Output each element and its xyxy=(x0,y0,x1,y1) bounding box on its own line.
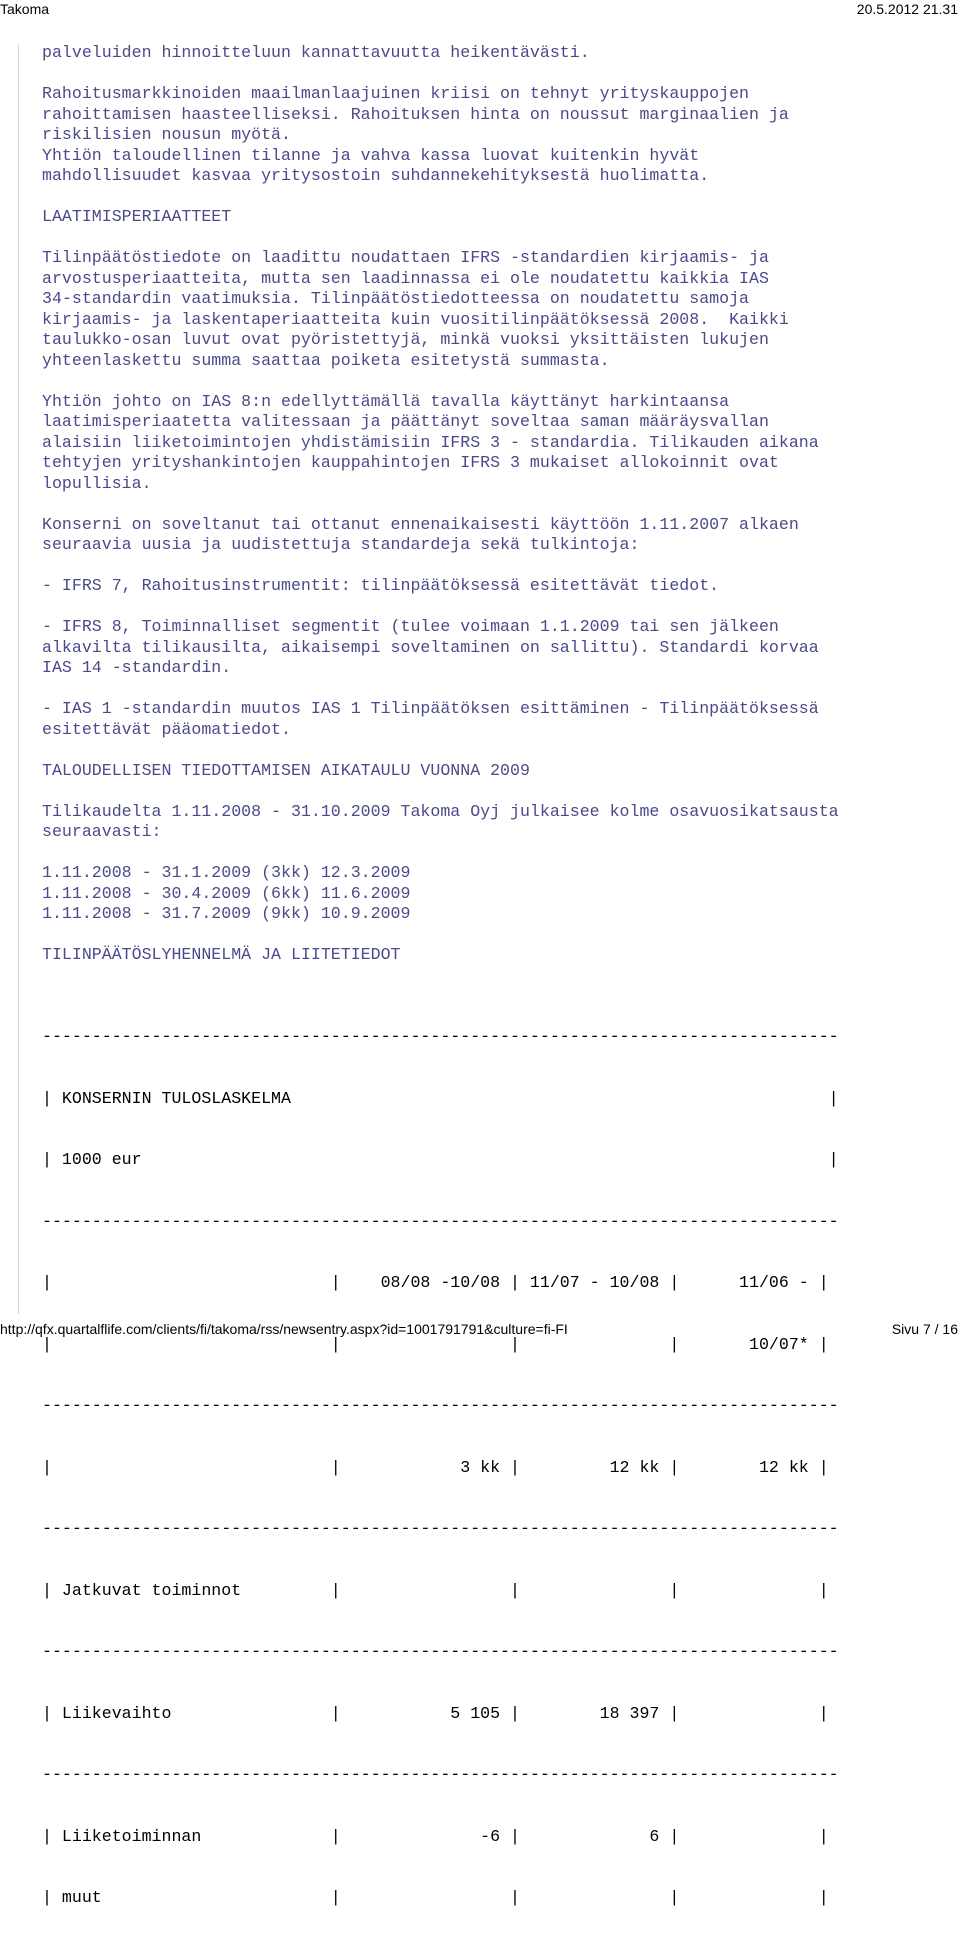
table-line: | | 08/08 -10/08 | 11/07 - 10/08 | 11/06 - | xyxy=(42,1273,829,1292)
table-line: | Jatkuvat toiminnot | | | | xyxy=(42,1580,829,1600)
paragraph: Yhtiön johto on IAS 8:n edellyttämällä tavalla käyttänyt harkintaansa laatimisperiaatetta valitessaan ja päättänyt soveltaa saman määräysvallan alaisiin liiketoimintojen yhdistämisiin IFRS 3 - standardia. Tilikauden aikana tehtyjen yrityshankintojen kauppahintojen IFRS 3 mukaiset allokoinnit ovat lopullisia. xyxy=(42,391,819,493)
list-item: - IFRS 7, Rahoitusinstrumentit: tilinpäätöksessä esitettävät tiedot. xyxy=(42,576,720,595)
table-line: -------------------------------------------------------------------------------- xyxy=(42,1211,839,1231)
table-line: | | 3 kk | 12 kk | 12 kk | xyxy=(42,1457,829,1477)
table-line: | 1000 eur | xyxy=(42,1150,839,1169)
page-number: Sivu 7 / 16 xyxy=(891,1321,958,1337)
print-footer xyxy=(0,1317,960,1341)
list-item: - IFRS 8, Toiminnalliset segmentit (tulee voimaan 1.1.2009 tai sen jälkeen alkavilta tilikausilta, aikaisempi soveltaminen on sallittu). Standardi korvaa IAS 14 -standardin. xyxy=(42,617,819,677)
table-line: | Liikevaihto | 5 105 | 18 397 | | xyxy=(42,1703,829,1723)
table-line: | Liiketoiminnan | -6 | 6 | | xyxy=(42,1826,829,1846)
table-line: | muut | | | | xyxy=(42,1888,829,1907)
table-line: -------------------------------------------------------------------------------- xyxy=(42,1396,839,1415)
left-margin-rule xyxy=(18,44,19,1314)
paragraph: Rahoitusmarkkinoiden maailmanlaajuinen kriisi on tehnyt yrityskauppojen rahoittamisen haasteelliseksi. Rahoituksen hinta on noussut marginaalien ja riskilisien nousun myötä. Yhtiön taloudellinen tilanne ja vahva kassa luovat kuitenkin hyvät mahdollisuudet kasvaa yritysostoin suhdannekehityksestä huolimatta. xyxy=(42,84,789,185)
paragraph: Tilinpäätöstiedote on laadittu noudattaen IFRS -standardien kirjaamis- ja arvostusperiaatteita, mutta sen laadinnassa ei ole noudatettu kaikkia IAS 34-standardin vaatimuksia. Tilinpäätöstiedotteessa on noudatettu samoja kirjaamis- ja laskentaperiaatteita kuin vuositilinpäätöksessä 2008. Kaikki taulukko-osan luvut ovat pyöristettyjä, minkä vuoksi yksittäisten lukujen yhteenlaskettu summa saattaa poiketa esitetystä summasta. xyxy=(42,248,789,370)
paragraph: palveluiden hinnoitteluun kannattavuutta heikentävästi. xyxy=(42,43,590,62)
print-datetime: 20.5.2012 21.31 xyxy=(856,1,958,17)
table-line: | KONSERNIN TULOSLASKELMA | xyxy=(42,1088,839,1108)
paragraph: Tilikaudelta 1.11.2008 - 31.10.2009 Takoma Oyj julkaisee kolme osavuosikatsausta seuraavasti: xyxy=(42,801,839,841)
section-heading: TILINPÄÄTÖSLYHENNELMÄ JA LIITETIEDOT xyxy=(42,945,401,964)
table-line: -------------------------------------------------------------------------------- xyxy=(42,1765,839,1784)
source-url: http://qfx.quartalflife.com/clients/fi/takoma/rss/newsentry.aspx?id=1001791791&culture=fi-FI xyxy=(0,1321,568,1337)
print-header xyxy=(0,0,960,20)
page-title: Takoma xyxy=(0,1,50,17)
table-line: -------------------------------------------------------------------------------- xyxy=(42,1642,839,1661)
list-item: - IAS 1 -standardin muutos IAS 1 Tilinpäätöksen esittäminen - Tilinpäätöksessä esitettävät pääomatiedot. xyxy=(42,699,819,739)
schedule-list: 1.11.2008 - 31.1.2009 (3kk) 12.3.2009 1.11.2008 - 30.4.2009 (6kk) 11.6.2009 1.11.2008 - 31.7.2009 (9kk) 10.9.2009 xyxy=(42,863,411,923)
paragraph: Konserni on soveltanut tai ottanut ennenaikaisesti käyttöön 1.11.2007 alkaen seuraavia uusia ja uudistettuja standardeja sekä tulkintoja: xyxy=(42,514,799,554)
table-line: -------------------------------------------------------------------------------- xyxy=(42,1519,839,1538)
section-heading: LAATIMISPERIAATTEET xyxy=(42,207,232,226)
document-body xyxy=(42,43,942,1950)
income-statement-table xyxy=(42,986,942,1950)
table-line: -------------------------------------------------------------------------------- xyxy=(42,1027,839,1046)
section-heading: TALOUDELLISEN TIEDOTTAMISEN AIKATAULU VUONNA 2009 xyxy=(42,760,530,780)
table-line: | | | | 10/07* | xyxy=(42,1334,829,1354)
